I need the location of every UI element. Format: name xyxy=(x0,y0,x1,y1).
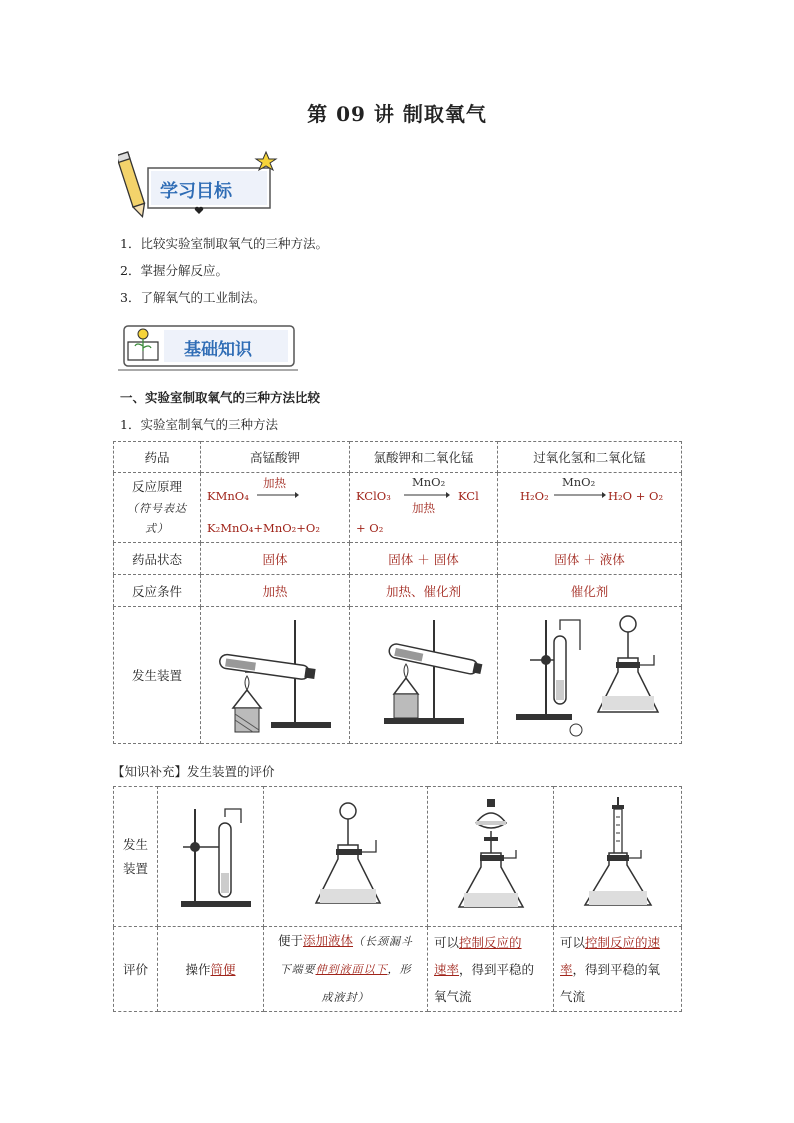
eval1-pre: 操作 xyxy=(185,962,211,977)
syringe-apparatus-image xyxy=(563,793,673,921)
eval4-pre: 可以 xyxy=(560,934,586,950)
methods-table xyxy=(113,441,682,744)
eq2-reactant: KClO₃ xyxy=(356,489,391,503)
state-cell: 固体 ＋ 液体 xyxy=(498,543,682,575)
eq3-products: H₂O + O₂ xyxy=(608,489,664,503)
eval2-note3: 伸到液面以下 xyxy=(315,963,388,976)
eval-device-2 xyxy=(264,787,428,927)
eq3-reactant: H₂O₂ xyxy=(520,489,549,503)
eval2-note2: 下端要 xyxy=(279,963,316,976)
basics-badge xyxy=(118,324,298,374)
kmno4-apparatus-image xyxy=(205,610,345,740)
h2o2-apparatus-image xyxy=(500,610,680,740)
goal-2: 2．掌握分解反应。 xyxy=(120,263,228,278)
equation-cell-2 xyxy=(350,473,498,543)
device-label: 发生装置 xyxy=(114,607,201,744)
principle-label-cell xyxy=(114,473,201,543)
kclo3-apparatus-image xyxy=(354,610,494,740)
principle-note: （符号表达式） xyxy=(127,501,187,535)
test-tube-apparatus-image xyxy=(161,793,261,921)
basics-badge-label: 基础知识 xyxy=(184,340,252,360)
eval3-pre: 可以 xyxy=(434,934,460,950)
page-title: 第 09 讲 制取氧气 xyxy=(307,102,487,126)
eval2-pre: 便于 xyxy=(277,933,303,948)
state-cell: 固体 xyxy=(201,543,350,575)
header-cell: 过氧化氢和二氧化锰 xyxy=(498,442,682,473)
eval-device-1 xyxy=(158,787,264,927)
goals-badge-label: 学习目标 xyxy=(160,181,232,202)
condition-cell: 加热 xyxy=(201,575,350,607)
arrow-icon xyxy=(404,491,450,499)
state-label: 药品状态 xyxy=(114,543,201,575)
eval4-post2: 气流 xyxy=(560,988,586,1004)
sub-heading: 1．实验室制氧气的三种方法 xyxy=(120,417,278,432)
eval4-post: ，得到平稳的氧 xyxy=(572,961,661,977)
state-cell: 固体 ＋ 固体 xyxy=(350,543,498,575)
long-neck-funnel-image xyxy=(286,793,406,921)
header-cell: 高锰酸钾 xyxy=(201,442,350,473)
arrow-icon xyxy=(257,491,299,499)
eval1-key: 简便 xyxy=(210,962,236,977)
eq2-product-2: + O₂ xyxy=(356,521,384,535)
section-heading: 一、实验室制取氧气的三种方法比较 xyxy=(120,390,321,405)
eval-cell-2 xyxy=(264,927,428,1012)
condition-label: 反应条件 xyxy=(114,575,201,607)
separatory-funnel-image xyxy=(436,793,546,921)
goal-1: 1．比较实验室制取氧气的三种方法。 xyxy=(120,236,328,251)
condition-cell: 加热、催化剂 xyxy=(350,575,498,607)
eval4-key2: 率 xyxy=(560,961,573,977)
eq2-condition-top: MnO₂ xyxy=(412,475,446,489)
eval-device-3 xyxy=(428,787,554,927)
device-cell-2 xyxy=(350,607,498,744)
condition-cell: 催化剂 xyxy=(498,575,682,607)
eval2-note1: （长颈漏斗 xyxy=(353,935,414,948)
eval2-note4: ，形 xyxy=(387,963,412,976)
eval3-key: 控制反应的 xyxy=(459,934,522,950)
evaluation-table xyxy=(113,786,682,1012)
eval-device-4 xyxy=(554,787,682,927)
eq1-reactant: KMnO₄ xyxy=(207,489,249,503)
eq2-condition-bottom: 加热 xyxy=(412,501,435,515)
equation-cell-3 xyxy=(498,473,682,543)
eval-row-label: 评价 xyxy=(114,927,158,1012)
eval3-key2: 速率 xyxy=(434,961,460,977)
principle-label: 反应原理 xyxy=(131,478,182,494)
device-cell-3 xyxy=(498,607,682,744)
eval2-key: 添加液体 xyxy=(303,933,354,948)
device-cell-1 xyxy=(201,607,350,744)
goal-3: 3．了解氧气的工业制法。 xyxy=(120,290,266,305)
eq1-products: K₂MnO₄+MnO₂+O₂ xyxy=(207,521,320,535)
goals-badge xyxy=(118,148,283,220)
eval2-note5: 成液封） xyxy=(321,991,370,1004)
eval-cell-1 xyxy=(158,927,264,1012)
eq2-product: KCl xyxy=(458,489,479,503)
equation-cell-1 xyxy=(201,473,350,543)
eval4-key: 控制反应的速 xyxy=(585,934,661,950)
arrow-icon xyxy=(554,491,606,499)
eval3-post2: 氧气流 xyxy=(434,988,472,1004)
supplement-heading: 【知识补充】发生装置的评价 xyxy=(112,764,275,779)
header-cell: 氯酸钾和二氧化锰 xyxy=(350,442,498,473)
header-cell: 药品 xyxy=(114,442,201,473)
eval3-post: ，得到平稳的 xyxy=(459,961,535,977)
eq3-condition: MnO₂ xyxy=(562,475,596,489)
eval-cell-4 xyxy=(554,927,682,1012)
eval-cell-3 xyxy=(428,927,554,1012)
device-row-label: 发生装置 xyxy=(114,787,158,927)
eq1-condition: 加热 xyxy=(263,476,286,490)
